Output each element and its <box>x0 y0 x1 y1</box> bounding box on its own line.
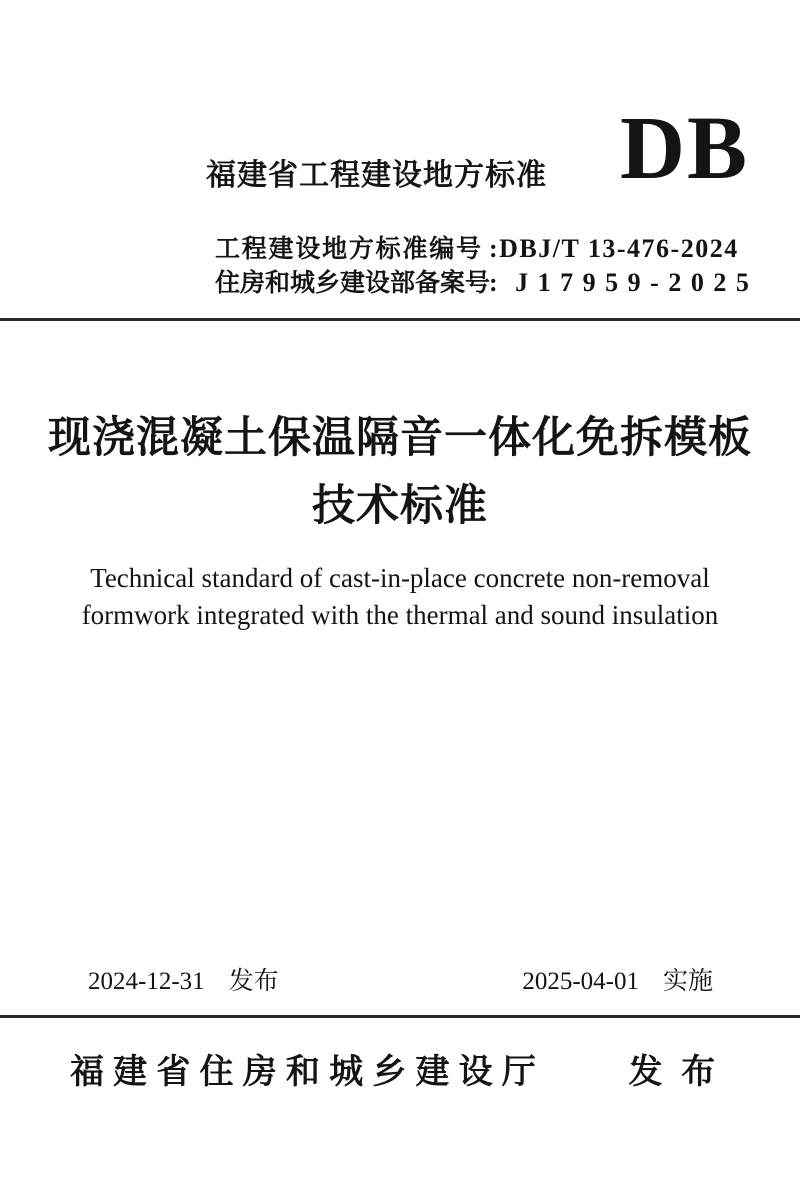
db-logo: DB <box>620 99 750 198</box>
issue-date-group <box>88 961 279 997</box>
publisher-row <box>70 1044 734 1093</box>
record-number-value: : J 1 7 9 5 9 - 2 0 2 5 <box>489 268 751 297</box>
issue-date-label: 发布 <box>228 968 279 995</box>
implementation-date: 2025-04-01 <box>522 968 639 995</box>
english-subtitle-line2: formwork integrated with the thermal and sound insulation <box>81 600 719 630</box>
standard-number-label: 工程建设地方标准编号 <box>215 235 481 263</box>
main-title-line2: 技术标准 <box>312 482 488 530</box>
publisher-name: 福建省住房和城乡建设厅 <box>70 1053 545 1091</box>
bottom-divider-rule <box>0 1015 800 1018</box>
issue-date: 2024-12-31 <box>88 968 205 995</box>
record-number-row <box>215 263 750 299</box>
english-subtitle-line1: Technical standard of cast-in-place concrete non-removal <box>90 563 710 593</box>
publish-action-label: 发布 <box>628 1053 734 1091</box>
implementation-date-label: 实施 <box>662 968 713 995</box>
top-divider-rule <box>0 318 800 321</box>
implementation-date-group <box>522 961 713 997</box>
main-title-line1: 现浇混凝土保温隔音一体化免拆模板 <box>48 414 752 462</box>
standard-number-row <box>215 229 739 265</box>
standard-type-heading: 福建省工程建设地方标准 <box>206 159 547 192</box>
standard-number-value: :DBJ/T 13-476-2024 <box>489 234 739 263</box>
record-number-label: 住房和城乡建设部备案号 <box>215 269 491 297</box>
